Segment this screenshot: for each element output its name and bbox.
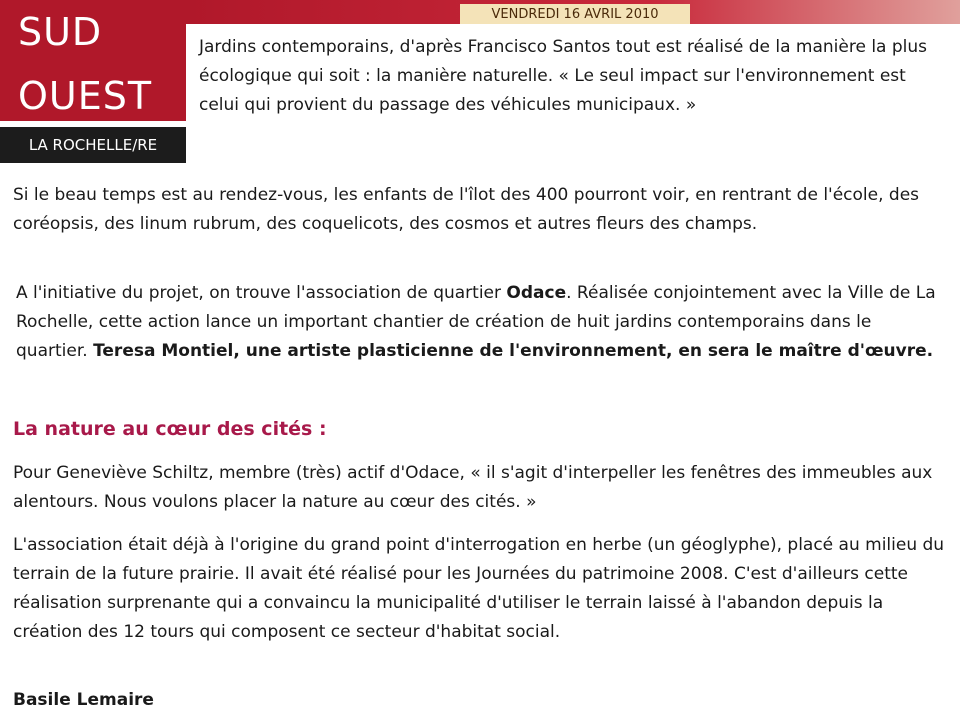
logo-text-ouest: OUEST	[18, 74, 153, 118]
article-paragraph-4: Pour Geneviève Schiltz, membre (très) actif d'Odace, « il s'agit d'interpeller les fenêtres des immeubles aux alentours. Nous voulons placer la nature au cœur des cités. »	[13, 463, 933, 512]
association-name: Odace	[506, 283, 567, 303]
article-paragraph-5: L'association était déjà à l'origine du grand point d'interrogation en herbe (un géoglyphe), placé au milieu du terrain de la future prairie. Il avait été réalisé pour les Journées du patrimoine 2008. C'est d'ailleurs cette réalisation surprenante qui a convaincu la municipalité d'utiliser le terrain laissé à l'abandon depuis la création des 12 tours qui composent ce secteur d'habitat social.	[13, 535, 945, 642]
para3-text-a: A l'initiative du projet, on trouve l'association de quartier	[16, 283, 507, 303]
para3-text-c: . Réalisée conjointement avec la Ville de La Rochelle, cette action lance un important chantier de création de huit jardins contemporains dans le quartier.	[16, 283, 936, 361]
artist-mention: Teresa Montiel, une artiste plasticienne de l'environnement, en sera le maître d'œuvre.	[93, 341, 934, 361]
article-paragraph-2: Si le beau temps est au rendez-vous, les enfants de l'îlot des 400 pourront voir, en rentrant de l'école, des coréopsis, des linum rubrum, des coquelicots, des cosmos et autres fleurs des champs.	[13, 185, 920, 234]
article-author: Basile Lemaire	[13, 690, 154, 710]
dateline: VENDREDI 16 AVRIL 2010	[460, 4, 690, 24]
edition-label: LA ROCHELLE/RE	[0, 127, 186, 163]
newspaper-logo	[0, 0, 186, 121]
article-intro: Jardins contemporains, d'après Francisco Santos tout est réalisé de la manière la plus écologique qui soit : la manière naturelle. « Le seul impact sur l'environnement est celui qui provient du passage des véhicules municipaux. »	[199, 37, 928, 115]
section-subheading: La nature au cœur des cités :	[13, 418, 327, 440]
article-paragraph-3	[16, 279, 948, 366]
logo-text-sud: SUD	[18, 10, 103, 54]
